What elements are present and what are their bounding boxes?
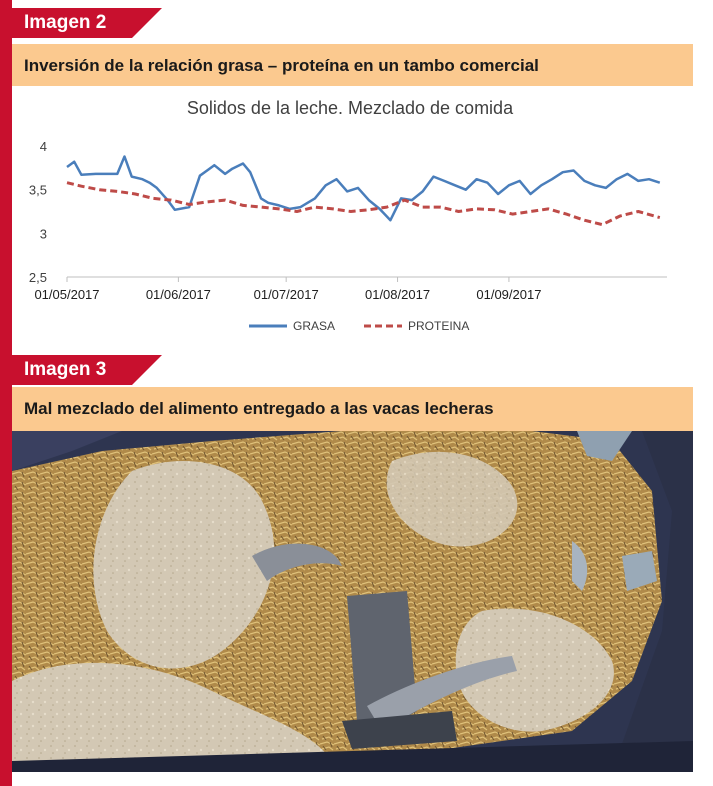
y-tick-label: 3 bbox=[39, 226, 47, 242]
y-tick-label: 3,5 bbox=[28, 182, 47, 198]
chart-axes bbox=[29, 139, 667, 302]
figure-3-tag-corner bbox=[132, 355, 162, 385]
figure-2-tag: Imagen 2 bbox=[12, 8, 132, 38]
figure-2-tag-corner bbox=[132, 8, 162, 38]
feed-mixer-illustration bbox=[12, 431, 693, 772]
x-tick-label: 01/07/2017 bbox=[253, 287, 319, 302]
x-tick-label: 01/08/2017 bbox=[364, 287, 431, 302]
x-tick-label: 01/06/2017 bbox=[145, 287, 211, 302]
series-line-proteina bbox=[67, 183, 660, 225]
figure-3-tag: Imagen 3 bbox=[12, 355, 132, 385]
chart-title: Solidos de la leche. Mezclado de comida bbox=[186, 98, 514, 118]
legend-label-grasa: GRASA bbox=[293, 319, 336, 333]
left-accent-bar bbox=[0, 0, 12, 786]
legend-label-proteina: PROTEINA bbox=[408, 319, 470, 333]
milk-solids-chart bbox=[12, 86, 693, 354]
feed-mixer-photo bbox=[12, 431, 693, 772]
x-tick-label: 01/05/2017 bbox=[34, 287, 100, 302]
figure-3-caption: Mal mezclado del alimento entregado a las vacas lecheras bbox=[12, 387, 693, 431]
chart-legend bbox=[249, 319, 469, 333]
y-tick-label: 2,5 bbox=[28, 270, 47, 285]
chart-plot bbox=[67, 157, 660, 225]
figure-2-caption: Inversión de la relación grasa – proteína en un tambo comercial bbox=[12, 44, 693, 88]
y-tick-label: 4 bbox=[39, 139, 47, 154]
x-tick-label: 01/09/2017 bbox=[476, 287, 542, 302]
chart-container bbox=[12, 86, 693, 354]
